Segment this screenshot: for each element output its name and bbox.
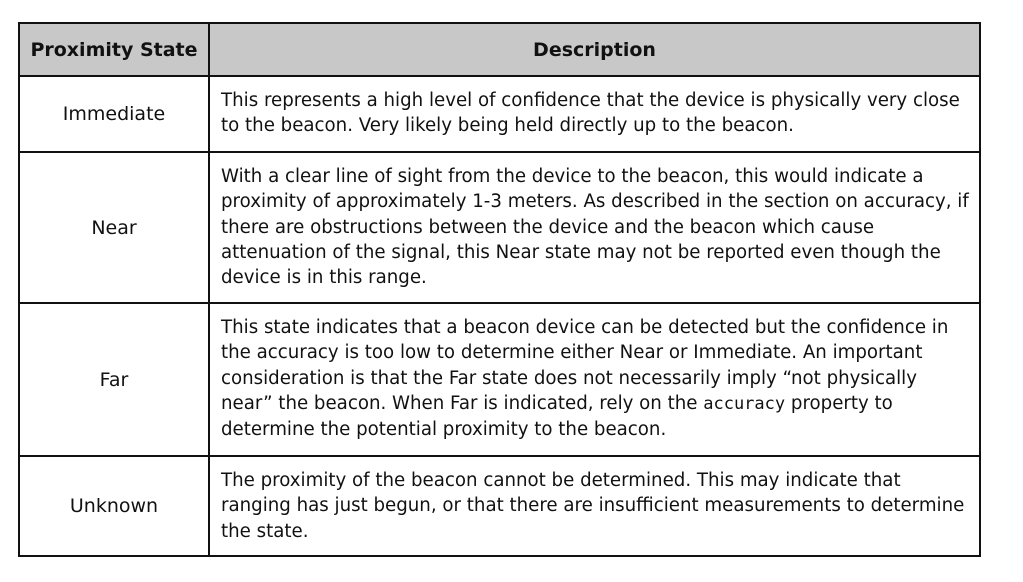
description-header: Description xyxy=(209,23,980,76)
description-cell-far xyxy=(209,303,980,456)
table-row xyxy=(19,152,980,303)
table-row xyxy=(19,456,980,556)
proximity-state-header: Proximity State xyxy=(19,23,209,76)
table-row xyxy=(19,76,980,152)
description-cell-unknown: The proximity of the beacon cannot be determined. This may indicate that ranging has just begun, or that there are insufficient measurements to determine the state. xyxy=(209,456,980,556)
description-cell-near: With a clear line of sight from the device to the beacon, this would indicate a proximity of approximately 1-3 meters. As described in the section on accuracy, if there are obstructions between the device and the beacon which cause attenuation of the signal, this Near state may not be reported even though the device is in this range. xyxy=(209,152,980,303)
description-text: property to determine the potential proximity to the beacon. xyxy=(221,392,893,441)
description-text: This state indicates that a beacon device can be detected but the confidence in the accuracy is too low to determine either Near or Immediate. An important consideration is that the Far state does not necessarily imply “not physically near” the beacon. When Far is indicated, rely on the xyxy=(221,317,949,414)
proximity-states-table xyxy=(18,22,981,557)
state-cell-immediate: Immediate xyxy=(19,76,209,152)
state-cell-near: Near xyxy=(19,152,209,303)
table-header-row xyxy=(19,23,980,76)
accuracy-code-term: accuracy xyxy=(703,393,786,414)
table-row xyxy=(19,303,980,456)
state-cell-far: Far xyxy=(19,303,209,456)
description-cell-immediate: This represents a high level of confidence that the device is physically very close to the beacon. Very likely being held directly up to the beacon. xyxy=(209,76,980,152)
state-cell-unknown: Unknown xyxy=(19,456,209,556)
